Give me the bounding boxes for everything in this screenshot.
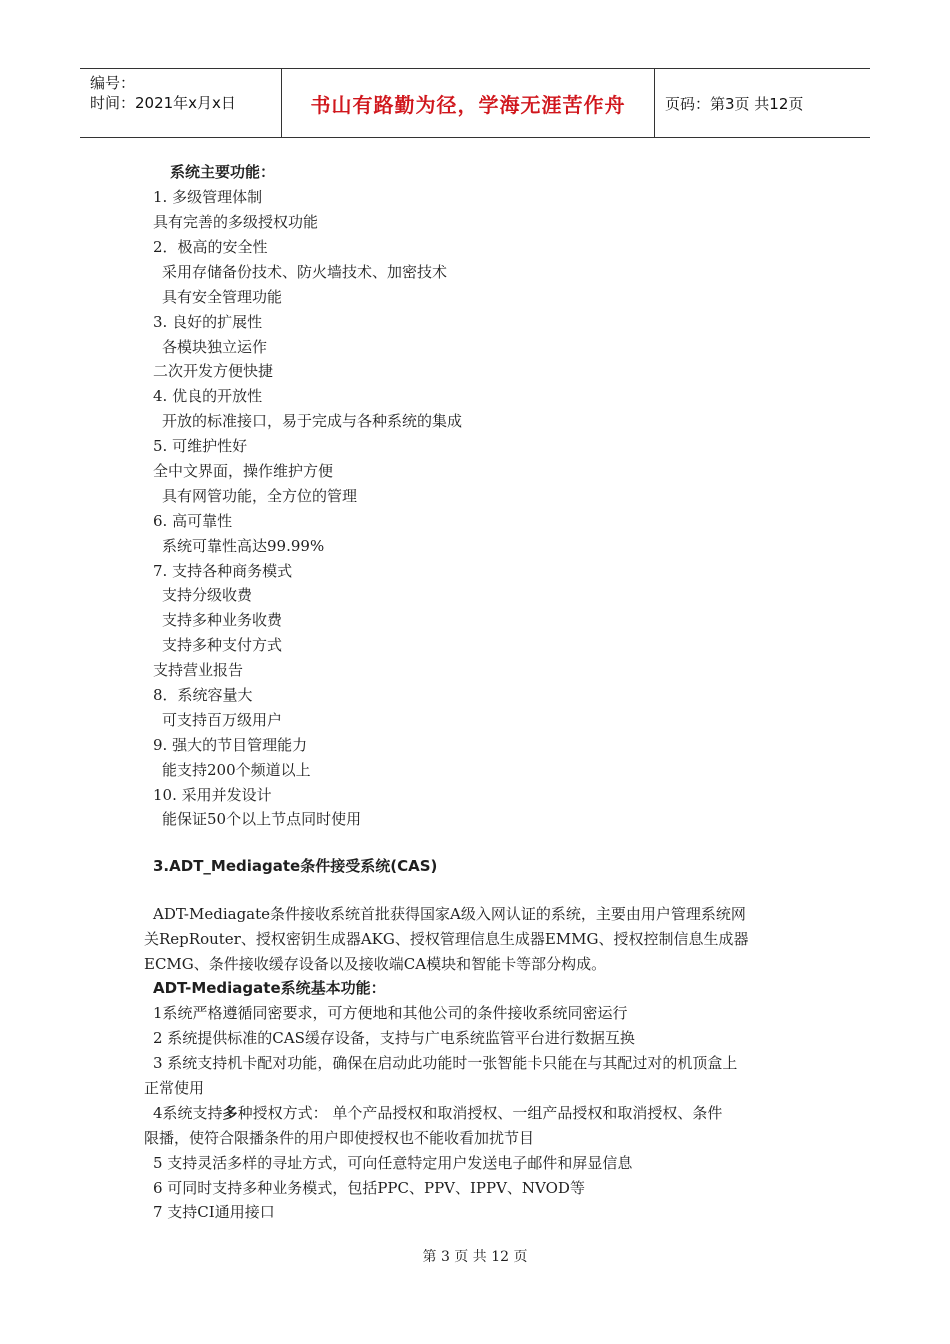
- list-item: 8．系统容量大: [153, 686, 253, 704]
- list-item: 3. 良好的扩展性: [153, 313, 263, 331]
- list-detail: 可支持百万级用户: [162, 711, 283, 729]
- list-detail: 能保证50个以上节点同时使用: [162, 810, 362, 828]
- list-item: 2 系统提供标准的CAS缓存设备，支持与广电系统监管平台进行数据互换: [153, 1029, 635, 1047]
- list-item: 6 可同时支持多种业务模式，包括PPC、PPV、IPPV、NVOD等: [153, 1179, 585, 1197]
- list-detail: 支持多种业务收费: [162, 611, 283, 629]
- list-detail: 二次开发方便快捷: [153, 362, 274, 380]
- time-label: 时间：2021年x月x日: [90, 94, 236, 112]
- list-item: 1. 多级管理体制: [153, 188, 263, 206]
- list-detail: 系统可靠性高达99.99%: [162, 537, 325, 555]
- list-item: 3 系统支持机卡配对功能，确保在启动此功能时一张智能卡只能在与其配过对的机顶盒上: [153, 1054, 738, 1072]
- list-detail: 具有安全管理功能: [162, 288, 283, 306]
- list-detail: 具有完善的多级授权功能: [153, 213, 319, 231]
- list-detail: 开放的标准接口，易于完成与各种系统的集成: [162, 412, 463, 430]
- paragraph-line: 关RepRouter、授权密钥生成器AKG、授权管理信息生成器EMMG、授权控制信息生成器: [144, 930, 749, 948]
- header-divider: [654, 69, 655, 137]
- paragraph-line: ADT-Mediagate条件接收系统首批获得国家A级入网认证的系统，主要由用户管理系统网: [153, 905, 746, 923]
- list-item: 10. 采用并发设计: [153, 786, 272, 804]
- number-label: 编号：: [90, 74, 136, 92]
- list-item: [153, 1103, 722, 1123]
- paragraph-line: ECMG、条件接收缓存设备以及接收端CA模块和智能卡等部分构成。: [144, 955, 607, 973]
- section-heading: ADT-Mediagate系统基本功能：: [153, 979, 386, 997]
- header-meta: [90, 73, 236, 113]
- list-item-text: 种授权方式： 单个产品授权和取消授权、一组产品授权和取消授权、条件: [237, 1104, 723, 1122]
- list-detail: 各模块独立运作: [162, 338, 268, 356]
- header-motto: 书山有路勤为径，学海无涯苦作舟: [310, 92, 626, 117]
- list-detail: 具有网管功能，全方位的管理: [162, 487, 358, 505]
- list-item: 4. 优良的开放性: [153, 387, 263, 405]
- page-header: [80, 68, 870, 138]
- list-detail: 全中文界面，操作维护方便: [153, 462, 334, 480]
- list-item-continuation: 限播，使符合限播条件的用户即使授权也不能收看加扰节目: [144, 1129, 535, 1147]
- list-item: 5 支持灵活多样的寻址方式，可向任意特定用户发送电子邮件和屏显信息: [153, 1154, 633, 1172]
- list-item: 7 支持CI通用接口: [153, 1203, 275, 1221]
- list-item: 7. 支持各种商务模式: [153, 562, 293, 580]
- list-item: 5. 可维护性好: [153, 437, 248, 455]
- list-detail: 支持多种支付方式: [162, 636, 283, 654]
- header-page-number: 页码：第3页 共12页: [665, 94, 804, 113]
- list-item-emphasis: 多: [222, 1104, 238, 1122]
- page-footer: 第 3 页 共 12 页: [422, 1249, 528, 1265]
- list-item-continuation: 正常使用: [144, 1079, 205, 1097]
- list-item: 9. 强大的节目管理能力: [153, 736, 308, 754]
- list-item: 1系统严格遵循同密要求，可方便地和其他公司的条件接收系统同密运行: [153, 1004, 628, 1022]
- list-item: 6. 高可靠性: [153, 512, 233, 530]
- list-detail: 采用存储备份技术、防火墙技术、加密技术: [162, 263, 448, 281]
- list-detail: 能支持200个频道以上: [162, 761, 311, 779]
- list-detail: 支持营业报告: [153, 661, 244, 679]
- section-heading: 系统主要功能：: [170, 163, 276, 181]
- list-detail: 支持分级收费: [162, 586, 253, 604]
- section-heading: 3.ADT_Mediagate条件接受系统(CAS): [153, 857, 438, 875]
- list-item-text: 4系统支持: [153, 1104, 223, 1122]
- list-item: 2．极高的安全性: [153, 238, 268, 256]
